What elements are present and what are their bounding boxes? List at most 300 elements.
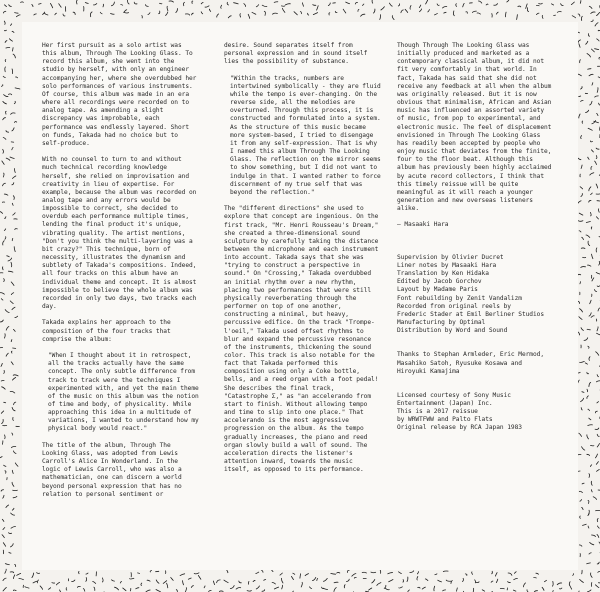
squiggle-mark	[11, 447, 15, 448]
squiggle-mark	[300, 574, 301, 578]
squiggle-mark	[507, 0, 510, 2]
squiggle-mark	[588, 526, 589, 528]
squiggle-mark	[591, 227, 592, 229]
liner-notes-panel	[22, 22, 578, 570]
squiggle-mark	[37, 580, 38, 583]
squiggle-mark	[3, 101, 7, 104]
squiggle-mark	[591, 465, 592, 467]
credit-line: Translation by Ken Hidaka	[397, 270, 489, 278]
squiggle-mark	[0, 293, 4, 295]
squiggle-mark	[591, 167, 592, 170]
squiggle-mark	[66, 588, 67, 591]
squiggle-mark	[557, 583, 562, 585]
credit-line: Recorded from original reels by	[397, 302, 511, 310]
squiggle-mark	[457, 588, 458, 591]
squiggle-mark	[4, 194, 8, 195]
squiggle-mark	[542, 587, 544, 590]
squiggle-mark	[72, 580, 75, 582]
squiggle-mark	[294, 12, 297, 15]
squiggle-mark	[589, 553, 591, 554]
squiggle-mark	[11, 340, 12, 342]
squiggle-mark	[587, 389, 588, 392]
squiggle-mark	[85, 3, 88, 4]
squiggle-mark	[591, 481, 592, 485]
squiggle-mark	[213, 581, 214, 585]
squiggle-mark	[2, 85, 3, 87]
squiggle-mark	[301, 582, 302, 587]
squiggle-mark	[86, 573, 88, 574]
squiggle-mark	[584, 338, 588, 341]
squiggle-mark	[15, 88, 20, 89]
credit-line: Font rebuilding by Zenit Vandalizm	[397, 294, 522, 302]
squiggle-mark	[534, 577, 537, 578]
squiggle-mark	[343, 9, 346, 13]
squiggle-mark	[587, 54, 591, 58]
squiggle-mark	[145, 5, 148, 7]
license-line: Original release by RCA Japan 1983	[397, 424, 522, 432]
squiggle-mark	[252, 12, 256, 14]
squiggle-mark	[52, 583, 55, 584]
squiggle-mark	[2, 535, 4, 538]
squiggle-mark	[578, 221, 583, 222]
squiggle-mark	[11, 513, 15, 515]
squiggle-mark	[517, 15, 518, 20]
squiggle-mark	[597, 562, 599, 564]
paragraph: Takada explains her approach to the composition of the four tracks that comprise the album:	[42, 319, 171, 343]
squiggle-mark	[422, 587, 425, 589]
squiggle-mark	[10, 301, 13, 304]
squiggle-mark	[248, 14, 250, 18]
squiggle-mark	[15, 463, 18, 466]
squiggle-mark	[587, 563, 591, 564]
squiggle-mark	[527, 8, 528, 12]
squiggle-mark	[476, 582, 479, 583]
squiggle-mark	[589, 74, 593, 76]
paragraph: The "different directions" she used to explore that concept are ingenious. On the first track, "Mr. Henri Rousseau's Dream," she created a three-dimensional sound sculpture by carefully taking the distance between the microphone and each instrument into account. Takada says that she was "trying to construct a perspective in sound." On "Crossing," Takada overdubbed an initial rhythm over a new rhythm, placing two performances that were still physically reverberating through the performer on top of one another, constructing a minimal, but heavy, percussive edifice. On the track "Trompe-l'oeil," Takada used offset rhythms to blur and expand the percussive resonance of the instruments, thickening the sound color. This track is also notable for the fact that Takada performed this composition using only a Coke bottle, bells, and a reed organ with a foot pedal! She describes the final track, "Catastrophe Σ," as "an accelerando from start to finish. Without allowing tempo and time to slip into one place." That accelerando is the most aggressive progression on the album. As the tempo gradually increases, the piano and reed organ slowly build a wall of sound. The acceleration directs the listener's attention inward, towards the music itself, as opposed to its performance.	[224, 205, 379, 474]
squiggle-mark	[588, 409, 590, 411]
squiggle-mark	[496, 12, 498, 14]
squiggle-mark	[580, 309, 583, 312]
squiggle-mark	[191, 586, 193, 588]
squiggle-mark	[5, 237, 6, 240]
squiggle-mark	[588, 34, 589, 37]
squiggle-mark	[201, 12, 203, 14]
squiggle-mark	[12, 147, 13, 149]
squiggle-mark	[7, 256, 10, 257]
squiggle-mark	[477, 13, 480, 14]
squiggle-mark	[8, 271, 13, 272]
squiggle-mark	[5, 67, 6, 72]
squiggle-mark	[166, 12, 168, 15]
squiggle-mark	[580, 516, 581, 518]
squiggle-mark	[6, 505, 9, 508]
quote-paragraph: "Within the tracks, numbers are intertwined symbolically - they are fluid while the tempo is ever-changing. On the reverse side, all the melodies are overturned. Through this process, it is constructed and formulated into a system. As the structure of this music became more system-based, I tried to disengage it from any self-expression. That is why I named this album Through The Looking Glass. The reflection on the mirror seems to show something, but I did not want to indulge in that. I wanted rather to force discernment of my true self that was beyond the reflection."	[230, 74, 381, 196]
squiggle-mark	[274, 587, 278, 589]
squiggle-mark	[312, 577, 315, 580]
squiggle-mark	[138, 573, 140, 574]
squiggle-mark	[388, 573, 393, 574]
squiggle-mark	[13, 590, 16, 591]
squiggle-mark	[4, 465, 6, 466]
squiggle-mark	[597, 519, 598, 522]
squiggle-mark	[134, 2, 137, 4]
squiggle-mark	[590, 542, 594, 544]
squiggle-mark	[398, 4, 399, 6]
squiggle-mark	[5, 30, 7, 31]
squiggle-mark	[183, 581, 184, 585]
squiggle-mark	[293, 573, 295, 574]
squiggle-mark	[579, 433, 582, 436]
squiggle-mark	[580, 60, 581, 63]
squiggle-mark	[551, 4, 553, 5]
squiggle-mark	[594, 290, 596, 292]
squiggle-mark	[595, 428, 599, 429]
credit-line: Layout by Madame Paris	[397, 286, 478, 294]
squiggle-mark	[463, 3, 465, 7]
squiggle-mark	[579, 96, 581, 97]
squiggle-mark	[3, 118, 6, 120]
squiggle-mark	[56, 582, 59, 585]
squiggle-mark	[587, 435, 589, 439]
squiggle-mark	[557, 12, 561, 13]
squiggle-mark	[582, 237, 584, 239]
squiggle-mark	[205, 6, 209, 7]
squiggle-mark	[444, 12, 446, 13]
squiggle-mark	[317, 6, 319, 10]
squiggle-mark	[597, 534, 599, 537]
squiggle-mark	[32, 573, 34, 578]
squiggle-mark	[572, 16, 575, 18]
squiggle-mark	[403, 580, 404, 583]
squiggle-mark	[494, 4, 498, 6]
squiggle-mark	[264, 580, 266, 581]
squiggle-mark	[13, 54, 15, 58]
squiggle-mark	[434, 586, 435, 591]
squiggle-mark	[253, 580, 255, 581]
squiggle-mark	[420, 9, 422, 12]
squiggle-mark	[240, 14, 241, 17]
squiggle-mark	[446, 580, 451, 581]
squiggle-mark	[539, 3, 543, 4]
squiggle-mark	[592, 83, 593, 85]
squiggle-mark	[323, 588, 328, 589]
squiggle-mark	[344, 585, 345, 588]
squiggle-mark	[595, 585, 599, 588]
squiggle-mark	[262, 590, 265, 592]
squiggle-mark	[578, 471, 580, 472]
squiggle-mark	[582, 508, 584, 510]
squiggle-mark	[580, 579, 584, 582]
squiggle-mark	[11, 262, 12, 267]
squiggle-mark	[347, 579, 350, 582]
squiggle-mark	[230, 586, 234, 589]
squiggle-mark	[453, 11, 454, 16]
squiggle-mark	[589, 382, 591, 386]
squiggle-mark	[389, 3, 392, 6]
squiggle-mark	[589, 474, 590, 478]
credit-line: Supervision by Olivier Ducret	[397, 253, 504, 261]
credit-line: Liner notes by Masaaki Hara	[397, 261, 497, 269]
squiggle-mark	[596, 381, 600, 382]
squiggle-mark	[247, 591, 251, 592]
squiggle-mark	[317, 578, 318, 580]
squiggle-mark	[3, 267, 4, 270]
squiggle-mark	[419, 5, 421, 8]
squiggle-mark	[579, 491, 582, 492]
license-block	[397, 392, 555, 433]
squiggle-mark	[587, 454, 590, 455]
squiggle-mark	[578, 274, 580, 275]
squiggle-mark	[94, 4, 97, 5]
squiggle-mark	[15, 229, 17, 230]
squiggle-mark	[588, 157, 589, 159]
squiggle-mark	[12, 31, 14, 32]
squiggle-mark	[102, 578, 103, 582]
squiggle-mark	[598, 308, 600, 311]
squiggle-mark	[15, 13, 19, 14]
squiggle-mark	[580, 361, 585, 362]
squiggle-mark	[597, 434, 599, 436]
squiggle-mark	[591, 12, 595, 14]
squiggle-mark	[1, 363, 2, 366]
squiggle-mark	[590, 141, 592, 142]
squiggle-mark	[48, 588, 50, 590]
squiggle-mark	[11, 362, 13, 365]
squiggle-mark	[592, 278, 594, 281]
squiggle-mark	[363, 4, 364, 6]
squiggle-mark	[374, 9, 375, 13]
squiggle-mark	[156, 580, 159, 583]
squiggle-mark	[491, 581, 493, 582]
squiggle-mark	[12, 238, 13, 240]
squiggle-mark	[472, 11, 476, 12]
squiggle-mark	[578, 380, 579, 383]
squiggle-mark	[12, 470, 13, 473]
squiggle-mark	[217, 580, 221, 583]
squiggle-mark	[578, 332, 579, 335]
squiggle-mark	[596, 148, 599, 149]
squiggle-mark	[580, 187, 583, 189]
squiggle-mark	[593, 497, 596, 500]
squiggle-mark	[285, 4, 290, 5]
squiggle-mark	[0, 320, 3, 322]
squiggle-mark	[103, 4, 104, 7]
squiggle-mark	[3, 183, 6, 186]
squiggle-mark	[127, 0, 129, 4]
squiggle-mark	[100, 12, 102, 14]
squiggle-mark	[13, 213, 16, 215]
squiggle-mark	[385, 588, 389, 590]
squiggle-mark	[596, 217, 598, 219]
squiggle-mark	[281, 578, 283, 583]
squiggle-mark	[582, 447, 585, 450]
squiggle-mark	[581, 136, 582, 139]
squiggle-mark	[589, 313, 591, 316]
squiggle-mark	[86, 578, 87, 582]
thanks-line: Thanks to Stephan Armleder, Eric Mermod,	[397, 351, 545, 359]
squiggle-mark	[573, 574, 574, 576]
squiggle-mark	[435, 13, 438, 15]
squiggle-mark	[590, 101, 592, 105]
squiggle-mark	[581, 16, 582, 20]
squiggle-mark	[597, 327, 598, 331]
squiggle-mark	[21, 2, 24, 3]
squiggle-mark	[443, 590, 446, 591]
squiggle-mark	[435, 574, 437, 575]
squiggle-mark	[2, 161, 4, 165]
squiggle-mark	[12, 508, 14, 510]
squiggle-mark	[141, 583, 142, 586]
squiggle-mark	[3, 578, 6, 581]
squiggle-mark	[596, 272, 600, 274]
license-line: Licensed courtesy of Sony Music	[397, 391, 511, 399]
squiggle-mark	[418, 587, 420, 588]
squiggle-mark	[536, 13, 539, 15]
squiggle-mark	[578, 301, 580, 303]
squiggle-mark	[1, 490, 3, 492]
squiggle-mark	[588, 241, 590, 246]
squiggle-mark	[586, 41, 588, 44]
squiggle-mark	[25, 587, 29, 588]
squiggle-mark	[597, 402, 599, 403]
squiggle-mark	[588, 425, 593, 426]
squiggle-mark	[569, 582, 570, 586]
squiggle-mark	[410, 571, 414, 573]
squiggle-mark	[5, 564, 9, 565]
squiggle-mark	[12, 176, 16, 179]
squiggle-mark	[597, 333, 600, 335]
squiggle-mark	[120, 582, 121, 584]
squiggle-mark	[261, 570, 263, 573]
squiggle-mark	[399, 572, 402, 574]
squiggle-mark	[3, 11, 5, 13]
squiggle-mark	[136, 588, 139, 589]
squiggle-mark	[33, 581, 37, 583]
squiggle-mark	[156, 590, 160, 592]
squiggle-mark	[371, 572, 376, 573]
squiggle-mark	[4, 95, 8, 97]
squiggle-mark	[596, 462, 598, 465]
squiggle-mark	[15, 122, 17, 123]
credits-block	[397, 254, 555, 336]
squiggle-mark	[4, 334, 5, 338]
squiggle-mark	[597, 526, 599, 528]
squiggle-mark	[588, 346, 589, 348]
squiggle-mark	[248, 581, 249, 584]
squiggle-mark	[588, 69, 591, 70]
squiggle-mark	[227, 2, 228, 5]
squiggle-mark	[586, 222, 590, 223]
credit-line: Distribution by Word and Sound	[397, 327, 508, 335]
squiggle-mark	[580, 1, 581, 4]
squiggle-mark	[5, 471, 6, 473]
squiggle-mark	[201, 2, 203, 3]
squiggle-mark	[597, 39, 599, 41]
squiggle-mark	[14, 101, 15, 103]
squiggle-mark	[2, 519, 4, 521]
squiggle-mark	[163, 581, 167, 584]
squiggle-mark	[496, 579, 498, 583]
squiggle-mark	[570, 586, 572, 590]
squiggle-mark	[3, 241, 5, 245]
squiggle-mark	[506, 12, 507, 17]
squiggle-mark	[13, 48, 14, 52]
squiggle-mark	[2, 387, 6, 389]
squiggle-mark	[417, 572, 418, 574]
squiggle-mark	[147, 580, 150, 581]
squiggle-mark	[337, 572, 340, 573]
squiggle-mark	[369, 588, 372, 590]
squiggle-mark	[185, 14, 189, 15]
squiggle-mark	[291, 576, 293, 579]
squiggle-mark	[426, 0, 428, 4]
squiggle-mark	[514, 572, 516, 574]
squiggle-mark	[437, 4, 439, 5]
squiggle-mark	[596, 184, 598, 188]
column-2	[224, 42, 382, 483]
squiggle-mark	[361, 14, 365, 16]
squiggle-mark	[217, 14, 219, 17]
paragraph: desire. Sound separates itself from personal expression and in sound itself lies the possibility of substance.	[224, 42, 368, 66]
squiggle-mark	[180, 574, 185, 576]
squiggle-mark	[597, 114, 598, 116]
squiggle-mark	[523, 583, 525, 587]
squiggle-mark	[77, 0, 78, 4]
squiggle-mark	[581, 100, 584, 101]
squiggle-mark	[591, 316, 594, 318]
squiggle-mark	[585, 363, 587, 364]
squiggle-mark	[514, 578, 518, 579]
squiggle-mark	[12, 433, 13, 435]
credit-line: Edited by Jacob Gorchov	[397, 278, 482, 286]
squiggle-mark	[13, 496, 17, 498]
squiggle-mark	[596, 156, 597, 159]
squiggle-mark	[308, 13, 309, 15]
squiggle-mark	[8, 258, 12, 261]
squiggle-mark	[9, 5, 12, 7]
squiggle-mark	[596, 352, 599, 356]
squiggle-mark	[11, 544, 14, 547]
squiggle-mark	[578, 40, 581, 43]
squiggle-mark	[150, 570, 151, 572]
squiggle-mark	[592, 254, 593, 259]
squiggle-mark	[377, 583, 381, 586]
squiggle-mark	[111, 2, 114, 6]
squiggle-mark	[4, 402, 6, 403]
squiggle-mark	[495, 573, 497, 577]
license-line: Entertainment (Japan) Inc.	[397, 400, 493, 407]
squiggle-mark	[3, 173, 4, 177]
quote-paragraph: "When I thought about it in retrospect, all the tracks actually have the same concept. The only subtle difference from track to track were the techniques I experimented with, and yet the main theme of the music on this album was the notion of time and body, of physicality. While approaching this idea in a multitude of variations, I wanted to understand how my physical body would react."	[48, 352, 199, 433]
squiggle-mark	[588, 265, 591, 266]
squiggle-mark	[428, 10, 430, 12]
squiggle-mark	[407, 577, 408, 582]
squiggle-mark	[579, 213, 583, 215]
squiggle-mark	[224, 580, 228, 583]
license-line: by WRWTFWW and Palto Flats	[397, 416, 493, 424]
squiggle-mark	[580, 500, 582, 502]
squiggle-mark	[171, 577, 174, 580]
squiggle-mark	[15, 169, 16, 173]
squiggle-mark	[478, 1, 481, 3]
squiggle-mark	[3, 149, 4, 153]
thanks-line: Hiroyuki Kamajima	[397, 367, 460, 375]
squiggle-mark	[40, 586, 43, 589]
squiggle-mark	[262, 5, 267, 6]
squiggle-mark	[587, 329, 590, 330]
squiggle-mark	[11, 282, 14, 286]
squiggle-mark	[283, 8, 285, 12]
